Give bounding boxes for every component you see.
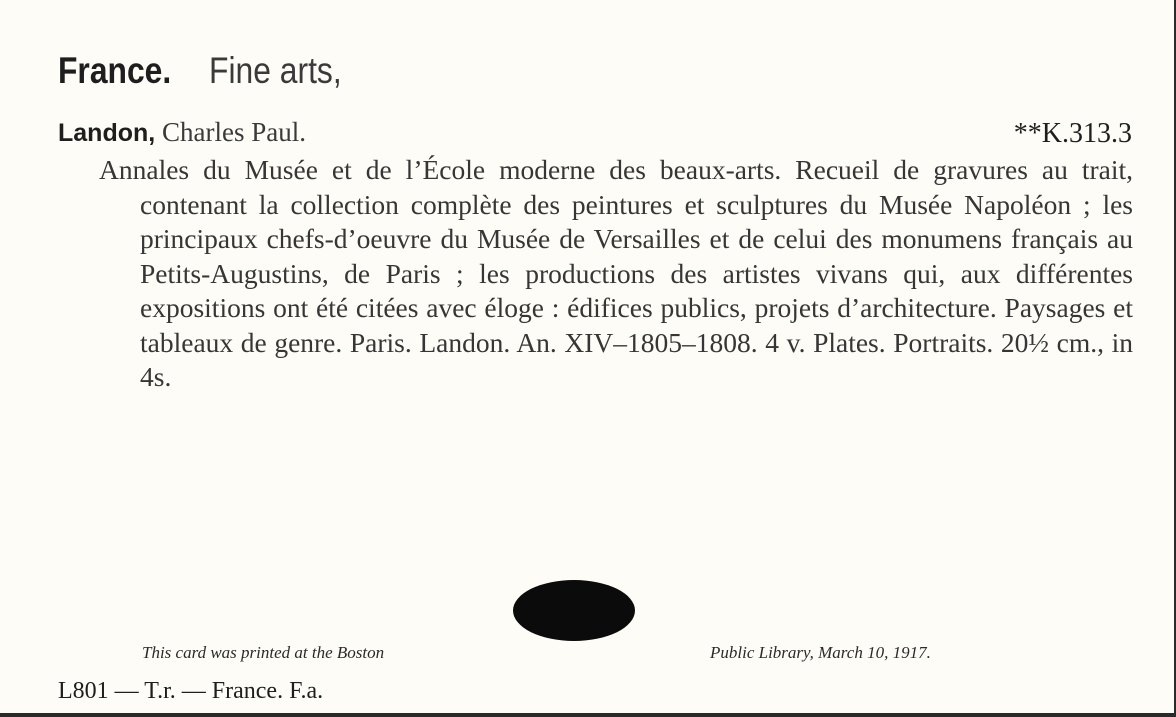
- subject-heading: [58, 46, 342, 96]
- tracing-line: L801 — T.r. — France. F.a.: [58, 678, 324, 704]
- author-given-name: Charles Paul.: [161, 117, 306, 147]
- subject-heading-main: France.: [58, 50, 172, 91]
- author-line: [58, 114, 306, 151]
- ink-blot: [513, 580, 635, 641]
- printer-note-right: Public Library, March 10, 1917.: [710, 643, 931, 662]
- author-surname: Landon,: [58, 119, 156, 147]
- printer-note-left: This card was printed at the Boston: [142, 643, 385, 662]
- bibliographic-description: Annales du Musée et de l’École moderne des beaux-arts. Recueil de gravures au trait, contenant la collection complète des peintures et sculptures du Musée Napoléon ; les principaux chefs-d’oeuvre du Musée de Versailles et de celui des monumens français au Petits-Augustins, de Paris ; les productions des artistes vivans qui, aux différentes expositions ont été citées avec éloge : édifices publics, projets d’architecture. Paysages et tableaux de genre. Paris. Landon. An. XIV–1805–1808. 4 v. Plates. Portraits. 20½ cm., in 4s.: [99, 154, 1133, 392]
- subject-heading-subdivision: Fine arts,: [209, 50, 342, 91]
- call-number: **K.313.3: [1013, 118, 1132, 149]
